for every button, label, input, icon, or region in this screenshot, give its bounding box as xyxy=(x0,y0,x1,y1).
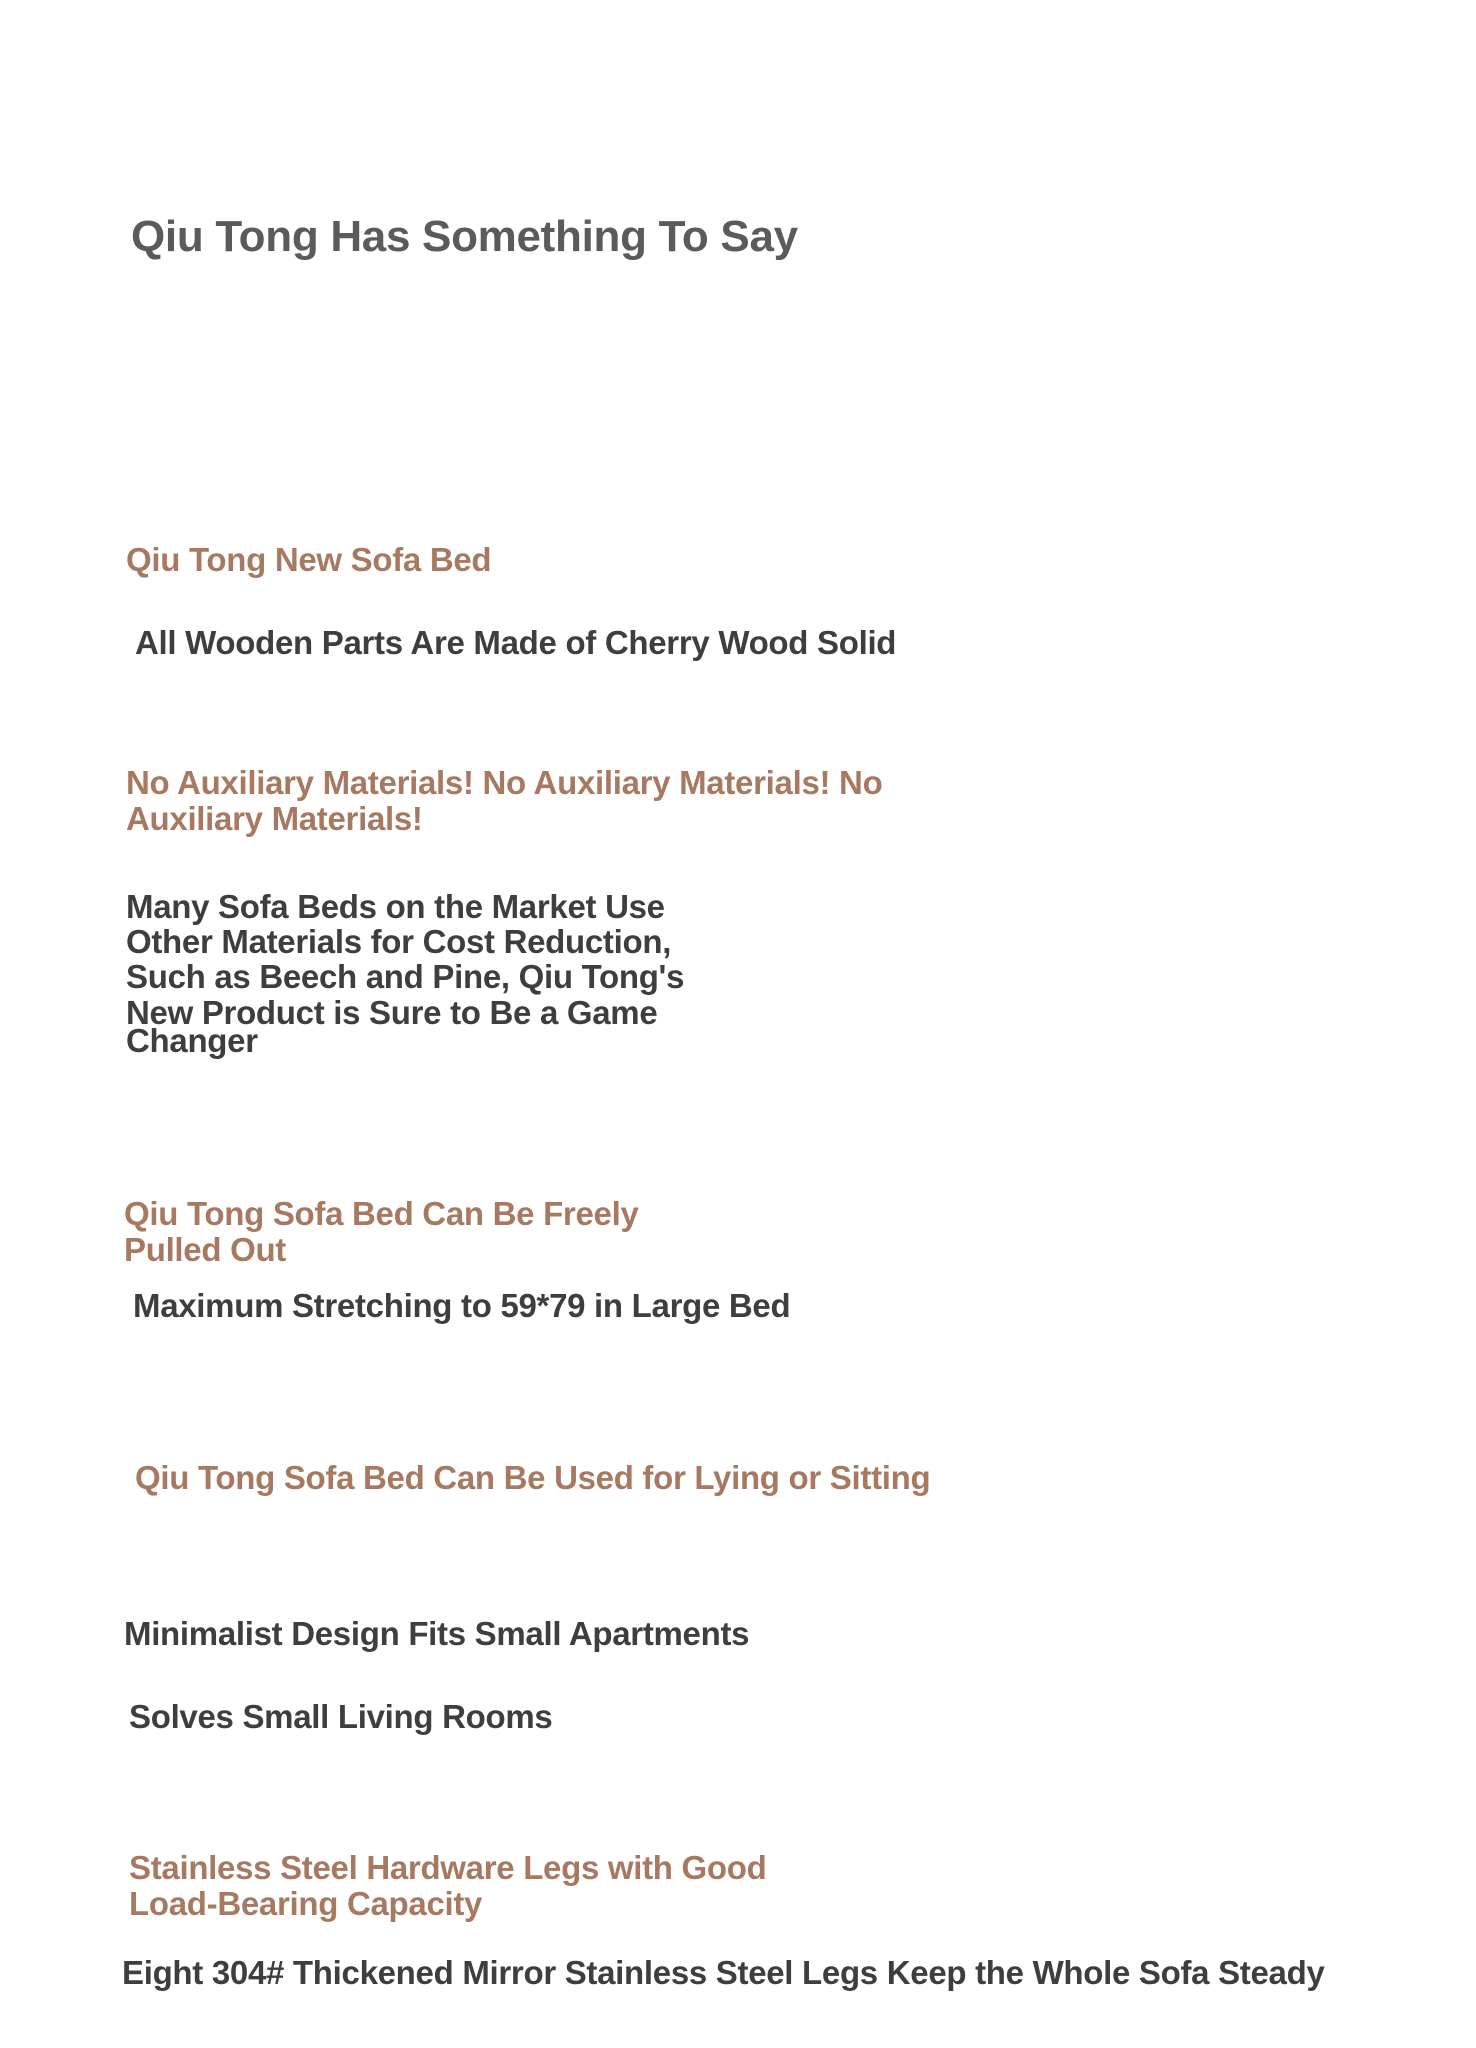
section-heading-no-auxiliary-line2: Auxiliary Materials! xyxy=(126,800,423,837)
section-text-materials-line3: Such as Beech and Pine, Qiu Tong's xyxy=(126,958,685,995)
section-heading-stainless-steel-line1: Stainless Steel Hardware Legs with Good xyxy=(129,1849,767,1886)
section-text-materials-line1: Many Sofa Beds on the Market Use xyxy=(126,888,665,925)
section-text-steel-legs: Eight 304# Thickened Mirror Stainless Steel Legs Keep the Whole Sofa Steady xyxy=(122,1954,1325,1991)
section-heading-new-sofa-bed: Qiu Tong New Sofa Bed xyxy=(126,541,492,578)
section-text-materials-line4: New Product is Sure to Be a Game xyxy=(126,994,658,1031)
section-text-small-living-rooms: Solves Small Living Rooms xyxy=(129,1698,553,1735)
section-heading-stainless-steel-line2: Load-Bearing Capacity xyxy=(129,1885,483,1922)
section-heading-pulled-out-line1: Qiu Tong Sofa Bed Can Be Freely xyxy=(124,1195,639,1232)
section-text-max-stretching: Maximum Stretching to 59*79 in Large Bed xyxy=(133,1287,791,1324)
section-heading-no-auxiliary-line1: No Auxiliary Materials! No Auxiliary Materials! No xyxy=(126,764,883,801)
section-heading-lying-or-sitting: Qiu Tong Sofa Bed Can Be Used for Lying or Sitting xyxy=(135,1459,931,1496)
section-text-materials-line5: Changer xyxy=(126,1022,258,1059)
section-text-cherry-wood: All Wooden Parts Are Made of Cherry Wood Solid xyxy=(135,624,897,661)
page-title: Qiu Tong Has Something To Say xyxy=(131,212,798,261)
section-text-minimalist-design: Minimalist Design Fits Small Apartments xyxy=(124,1615,750,1652)
section-text-materials-line2: Other Materials for Cost Reduction, xyxy=(126,923,672,960)
section-heading-pulled-out-line2: Pulled Out xyxy=(124,1231,287,1268)
